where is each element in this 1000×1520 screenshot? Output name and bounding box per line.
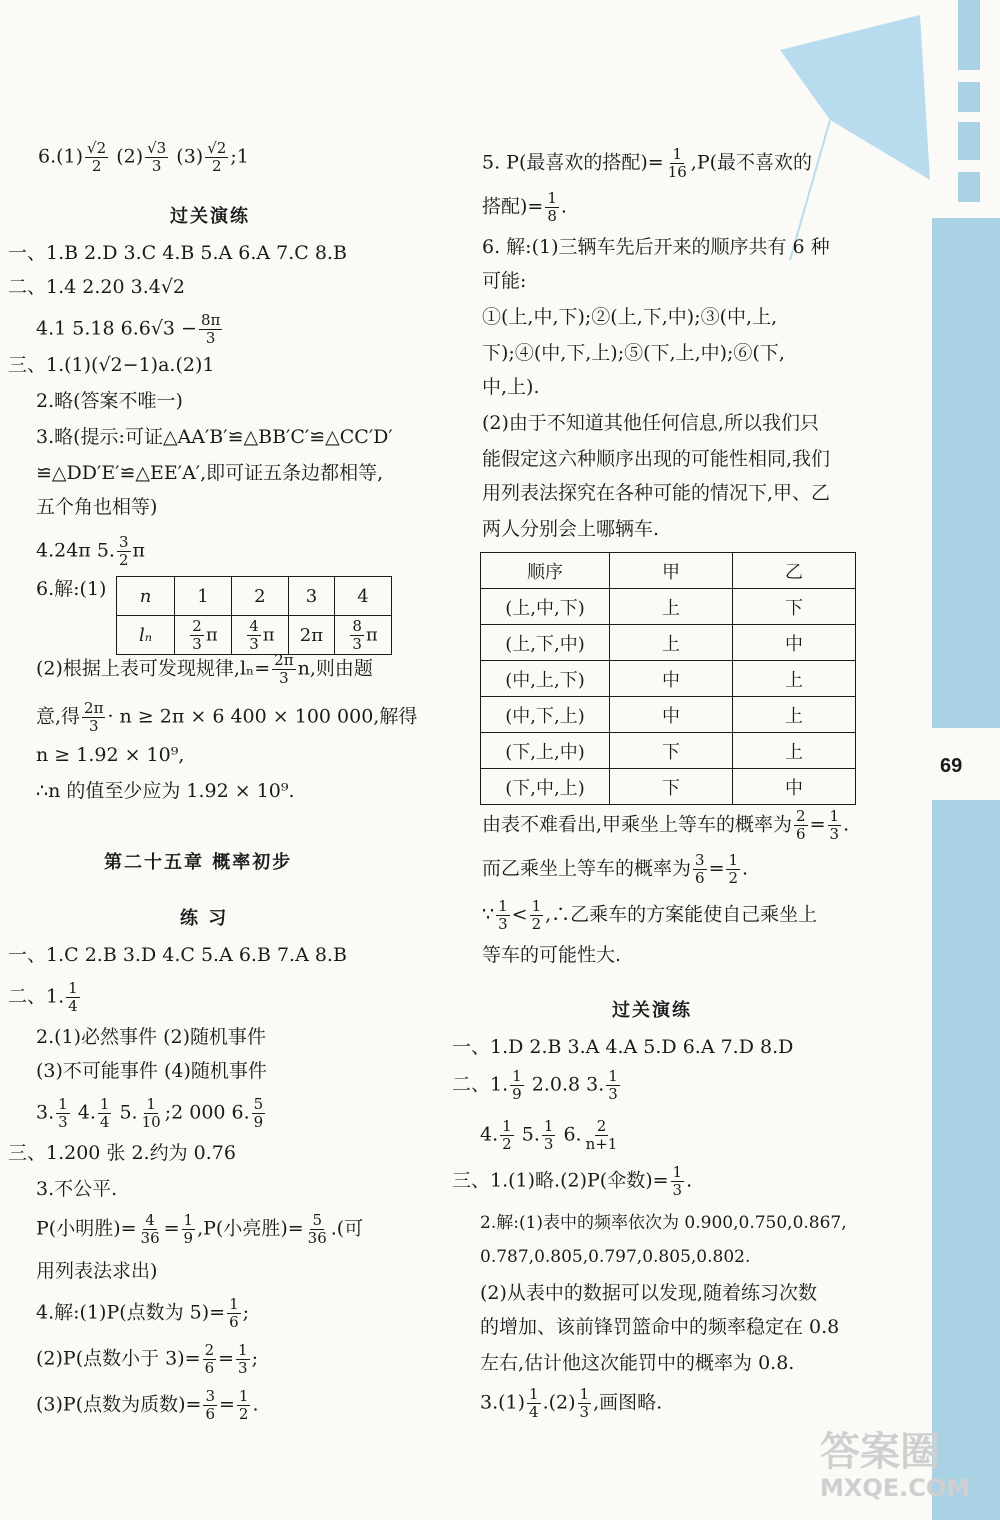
table-row <box>481 589 856 625</box>
answer-line: (3)不可能事件 (4)随机事件 <box>36 1060 267 1082</box>
watermark-text: 答案圈 <box>820 1429 940 1475</box>
answer-line: 搭配)= $\frac{1}{8}$ . <box>482 189 567 225</box>
answer-line: 两人分别会上哪辆车. <box>482 518 660 540</box>
table-cell: 2 <box>231 577 288 616</box>
answer-line: (2)根据上表可发现规律,lₙ= $\frac{2\pi}{3}$ n,则由题 <box>36 651 373 687</box>
answer-line: 4.1 5.18 6.6√3 − $\frac{8\pi}{3}$ <box>36 311 221 347</box>
table-row <box>481 661 856 697</box>
answer-line: 4. $\frac{1}{2}$ 5. $\frac{1}{3}$ 6. $\frac{2}{n+1}$ <box>480 1117 618 1153</box>
answer-line: 2.(1)必然事件 (2)随机事件 <box>36 1026 266 1048</box>
table-row <box>481 625 856 661</box>
section-heading: 过关演练 <box>170 206 250 227</box>
chapter-title: 第二十五章 概率初步 <box>104 852 293 873</box>
answer-line: 用列表法探究在各种可能的情况下,甲、乙 <box>482 482 831 504</box>
table-cell: 上 <box>733 661 856 697</box>
page-number: 69 <box>940 755 963 777</box>
table-cell: n <box>117 577 175 616</box>
answer-line: 3.略(提示:可证△AA′B′≌△BB′C′≌△CC′D′ <box>36 426 393 448</box>
answer-line: 4.解:(1)P(点数为 5)= $\frac{1}{6}$ ; <box>36 1295 250 1331</box>
answer-line: (2)P(点数小于 3)= $\frac{2}{6}$ = $\frac{1}{3}$ ; <box>36 1341 258 1377</box>
order-table <box>480 552 856 805</box>
table-header-row <box>481 553 856 589</box>
table-row <box>117 616 392 655</box>
table-cell: $\frac{8}{3}$ π <box>335 616 392 655</box>
answer-line: 一、1.B 2.D 3.C 4.B 5.A 6.A 7.C 8.B <box>8 242 347 264</box>
answer-line: (3)P(点数为质数)= $\frac{3}{6}$ = $\frac{1}{2}$ . <box>36 1387 259 1423</box>
answer-line: 4.24π 5. $\frac{3}{2}$ π <box>36 533 146 569</box>
answer-line: ∵ $\frac{1}{3}$ < $\frac{1}{2}$ ,∴乙乘车的方案能使自己乘坐上 <box>482 897 818 933</box>
table-cell: 1 <box>175 577 232 616</box>
watermark-url: MXQE.COM <box>820 1474 971 1502</box>
answer-line: 一、1.C 2.B 3.D 4.C 5.A 6.B 7.A 8.B <box>8 944 347 966</box>
answer-line: 中,上). <box>482 376 540 398</box>
section-heading: 过关演练 <box>612 1000 692 1021</box>
table-cell: (中,下,上) <box>481 697 610 733</box>
answer-line: n ≥ 1.92 × 10⁹, <box>36 744 185 766</box>
answer-line: 0.787,0.805,0.797,0.805,0.802. <box>480 1247 751 1267</box>
answer-line: 6. 解:(1)三辆车先后开来的顺序共有 6 种 <box>482 236 830 258</box>
table-cell: 上 <box>610 625 733 661</box>
answer-line: 二、1.4 2.20 3.4√2 <box>8 276 186 298</box>
answer-line: ∴n 的值至少应为 1.92 × 10⁹. <box>36 780 295 802</box>
answer-line: 5. P(最喜欢的搭配)= $\frac{1}{16}$ ,P(最不喜欢的 <box>482 145 813 181</box>
table-cell: 中 <box>733 769 856 805</box>
table-cell: (下,中,上) <box>481 769 610 805</box>
answer-line: 2.解:(1)表中的频率依次为 0.900,0.750,0.867, <box>480 1213 847 1233</box>
ln-table <box>116 576 392 655</box>
watermark <box>820 1430 990 1510</box>
table-cell: 中 <box>610 697 733 733</box>
table-row <box>481 769 856 805</box>
table-cell: 2π <box>288 616 334 655</box>
table-row <box>481 733 856 769</box>
answer-line: ≌△DD′E′≌△EE′A′,即可证五条边都相等, <box>36 462 384 484</box>
kite-icon <box>770 10 940 270</box>
answer-line: 可能: <box>482 270 527 292</box>
answer-line: 一、1.D 2.B 3.A 4.A 5.D 6.A 7.D 8.D <box>452 1036 794 1058</box>
table-cell: 中 <box>733 625 856 661</box>
answer-line: 3.不公平. <box>36 1178 118 1200</box>
answer-line: 意,得 $\frac{2\pi}{3}$ · n ≥ 2π × 6 400 × 100 000,解得 <box>36 699 418 735</box>
answer-line: 能假定这六种顺序出现的可能性相同,我们 <box>482 448 831 470</box>
answer-line: 2.略(答案不唯一) <box>36 390 183 412</box>
answer-line: 二、1. $\frac{1}{9}$ 2.0.8 3. $\frac{1}{3}$ <box>452 1067 618 1103</box>
table-header-cell: 顺序 <box>481 553 610 589</box>
table-cell: 3 <box>288 577 334 616</box>
answer-line: 二、1. $\frac{1}{4}$ <box>8 979 78 1015</box>
answer-line: 三、1.(1)略.(2)P(伞数)= $\frac{1}{3}$ . <box>452 1163 693 1199</box>
table-cell: 中 <box>610 661 733 697</box>
table-cell: 下 <box>733 589 856 625</box>
answer-line: (2)由于不知道其他任何信息,所以我们只 <box>482 412 819 434</box>
answer-line: P(小明胜)= $\frac{4}{36}$ = $\frac{1}{9}$ ,P(小亮胜)= $\frac{5}{36}$ .(可 <box>36 1211 364 1247</box>
table-cell: 上 <box>733 733 856 769</box>
table-header-cell: 甲 <box>610 553 733 589</box>
table-cell: (上,中,下) <box>481 589 610 625</box>
table-cell: (上,下,中) <box>481 625 610 661</box>
table-row <box>117 577 392 616</box>
answer-line: ①(上,中,下);②(上,下,中);③(中,上, <box>482 306 778 328</box>
table-row <box>481 697 856 733</box>
table-cell: 上 <box>733 697 856 733</box>
table-cell: lₙ <box>117 616 175 655</box>
answer-line: 左右,估计他这次能罚中的概率为 0.8. <box>480 1352 795 1374</box>
table-cell: (中,上,下) <box>481 661 610 697</box>
answer-line: 6.(1) $\frac{√2}{2}$ (2) $\frac{√3}{3}$ (3) $\frac{√2}{2}$ ;1 <box>38 139 249 175</box>
table-header-cell: 乙 <box>733 553 856 589</box>
answer-line: (2)从表中的数据可以发现,随着练习次数 <box>480 1282 817 1304</box>
table-cell: 4 <box>335 577 392 616</box>
answer-line: 下);④(中,下,上);⑤(下,上,中);⑥(下, <box>482 342 785 364</box>
answer-line: 3. $\frac{1}{3}$ 4. $\frac{1}{4}$ 5. $\frac{1}{10}$ ;2 000 6. $\frac{5}{9}$ <box>36 1095 264 1131</box>
answer-line: 3.(1) $\frac{1}{4}$ .(2) $\frac{1}{3}$ ,画图略. <box>480 1385 663 1421</box>
answer-line: 由表不难看出,甲乘坐上等车的概率为 $\frac{2}{6}$ = $\frac{1}{3}$ . <box>482 807 850 843</box>
answer-line: 而乙乘坐上等车的概率为 $\frac{3}{6}$ = $\frac{1}{2}$ . <box>482 851 749 887</box>
table-cell: 上 <box>610 589 733 625</box>
answer-line: 三、1.200 张 2.约为 0.76 <box>8 1142 236 1164</box>
table-cell: $\frac{2}{3}$ π <box>175 616 232 655</box>
table-cell: (下,上,中) <box>481 733 610 769</box>
answer-line: 的增加、该前锋罚篮命中的频率稳定在 0.8 <box>480 1316 840 1338</box>
answer-line: 五个角也相等) <box>36 496 158 518</box>
answer-line: 6.解:(1) <box>36 578 107 600</box>
section-heading: 练 习 <box>180 908 229 929</box>
table-cell: 下 <box>610 733 733 769</box>
table-cell: $\frac{4}{3}$ π <box>231 616 288 655</box>
table-cell: 下 <box>610 769 733 805</box>
answer-line: 三、1.(1)(√2−1)a.(2)1 <box>8 354 215 376</box>
answer-line: 用列表法求出) <box>36 1260 158 1282</box>
answer-line: 等车的可能性大. <box>482 944 622 966</box>
